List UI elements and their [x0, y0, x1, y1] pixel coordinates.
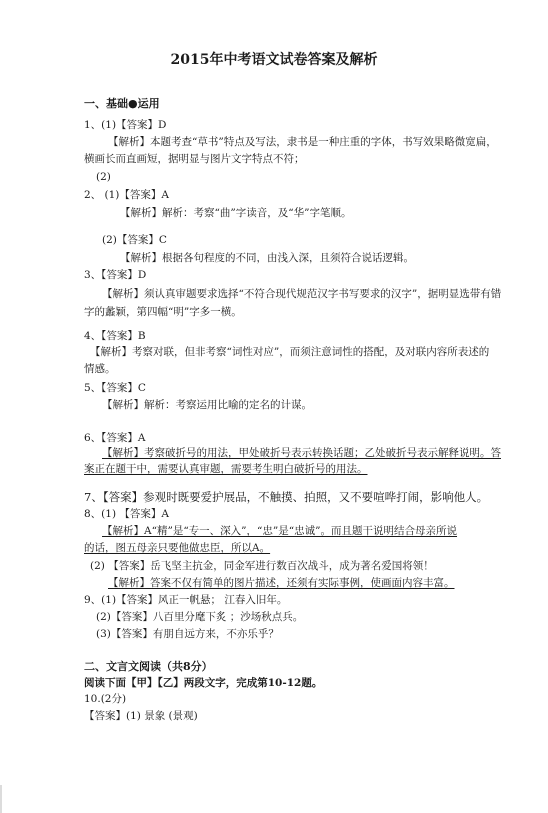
q9-answer-3: (3)【答案】有朋自远方来，不亦乐乎？	[96, 628, 279, 640]
q8-analysis-cont: 的话，图五母亲只要他做忠臣，所以A。	[84, 542, 271, 554]
q3-answer: 3、【答案】D	[84, 269, 147, 281]
q1-analysis: 【解析】本题考查“草书”特点及写法，隶书是一种庄重的字体，书写效果略微宽扁，	[108, 136, 497, 148]
q5-answer: 5、【答案】C	[84, 382, 146, 394]
q2-answer: 2、 (1)【答案】A	[84, 189, 169, 201]
q7-answer: 7、【答案】参观时既要爱护展品，不触摸、拍照，又不要喧哗打闹，影响他人。	[84, 490, 489, 504]
document-title: 2015年中考语文试卷答案及解析	[170, 52, 378, 68]
q2-part2-analysis: 【解析】根据各句程度的不同，由浅入深，且须符合说话逻辑。	[120, 252, 414, 264]
q9-answer-2: (2)【答案】八百里分麾下炙 ；沙场秋点兵。	[96, 611, 304, 623]
q4-analysis-cont: 情感。	[84, 363, 116, 375]
q8-analysis: 【解析】A“精”是“专一、深入”，“忠”是“忠诚”。而且题干说明结合母亲所说	[102, 525, 458, 537]
q3-analysis-cont: 字的蠡颖，第四幅“明”字多一横。	[84, 306, 242, 318]
q1-answer: 1、(1)【答案】D	[84, 119, 167, 131]
q4-answer: 4、【答案】B	[84, 330, 146, 342]
q1-analysis-cont: 横画长而直画短，据明显与图片文字特点不符；	[84, 153, 305, 165]
q4-analysis: 【解析】考察对联，但非考察“词性对应”，而须注意词性的搭配，及对联内容所表述的	[90, 346, 490, 358]
q5-analysis: 【解析】解析：考察运用比喻的定名的计谋。	[102, 399, 312, 411]
q1-part2: (2)	[96, 171, 111, 183]
q2-analysis: 【解析】解析：考察“曲”字读音，及“华”字笔顺。	[120, 207, 352, 219]
q6-answer: 6、【答案】A	[84, 432, 146, 444]
q10-heading: 10.(2分)	[84, 693, 127, 705]
q6-analysis: 【解析】考察破折号的用法，甲处破折号表示转换话题；乙处破折号表示解释说明。答	[102, 447, 501, 459]
section-heading-1: 一、基础●运用	[84, 97, 160, 110]
reading-instruction: 阅读下面【甲】【乙】两段文字，完成第10-12题。	[84, 677, 323, 689]
q10-answer: 【答案】(1) 景象 (景观)	[84, 710, 198, 722]
section-heading-2: 二、文言文阅读（共8分）	[84, 660, 213, 673]
q2-part2-answer: (2)【答案】C	[102, 234, 167, 246]
scan-edge-mark	[0, 785, 2, 813]
q6-analysis-cont: 案正在题干中，需要认真审题，需要考生明白破折号的用法。	[84, 463, 368, 475]
q3-analysis: 【解析】须认真审题要求选择“不符合现代规范汉字书写要求的汉字”，据明显选带有错	[102, 288, 502, 300]
q8-part2-answer: (2) 【答案】岳飞坚主抗金，同金军进行数百次战斗，成为著名爱国将领！	[90, 560, 434, 572]
q9-answer-1: 9、(1)【答案】风正一帆悬； 江春入旧年。	[84, 594, 288, 606]
q8-part2-analysis: 【解析】答案不仅有简单的图片描述，还须有实际事例，使画面内容丰富。	[108, 577, 455, 589]
q8-answer: 8、(1) 【答案】A	[84, 508, 169, 520]
